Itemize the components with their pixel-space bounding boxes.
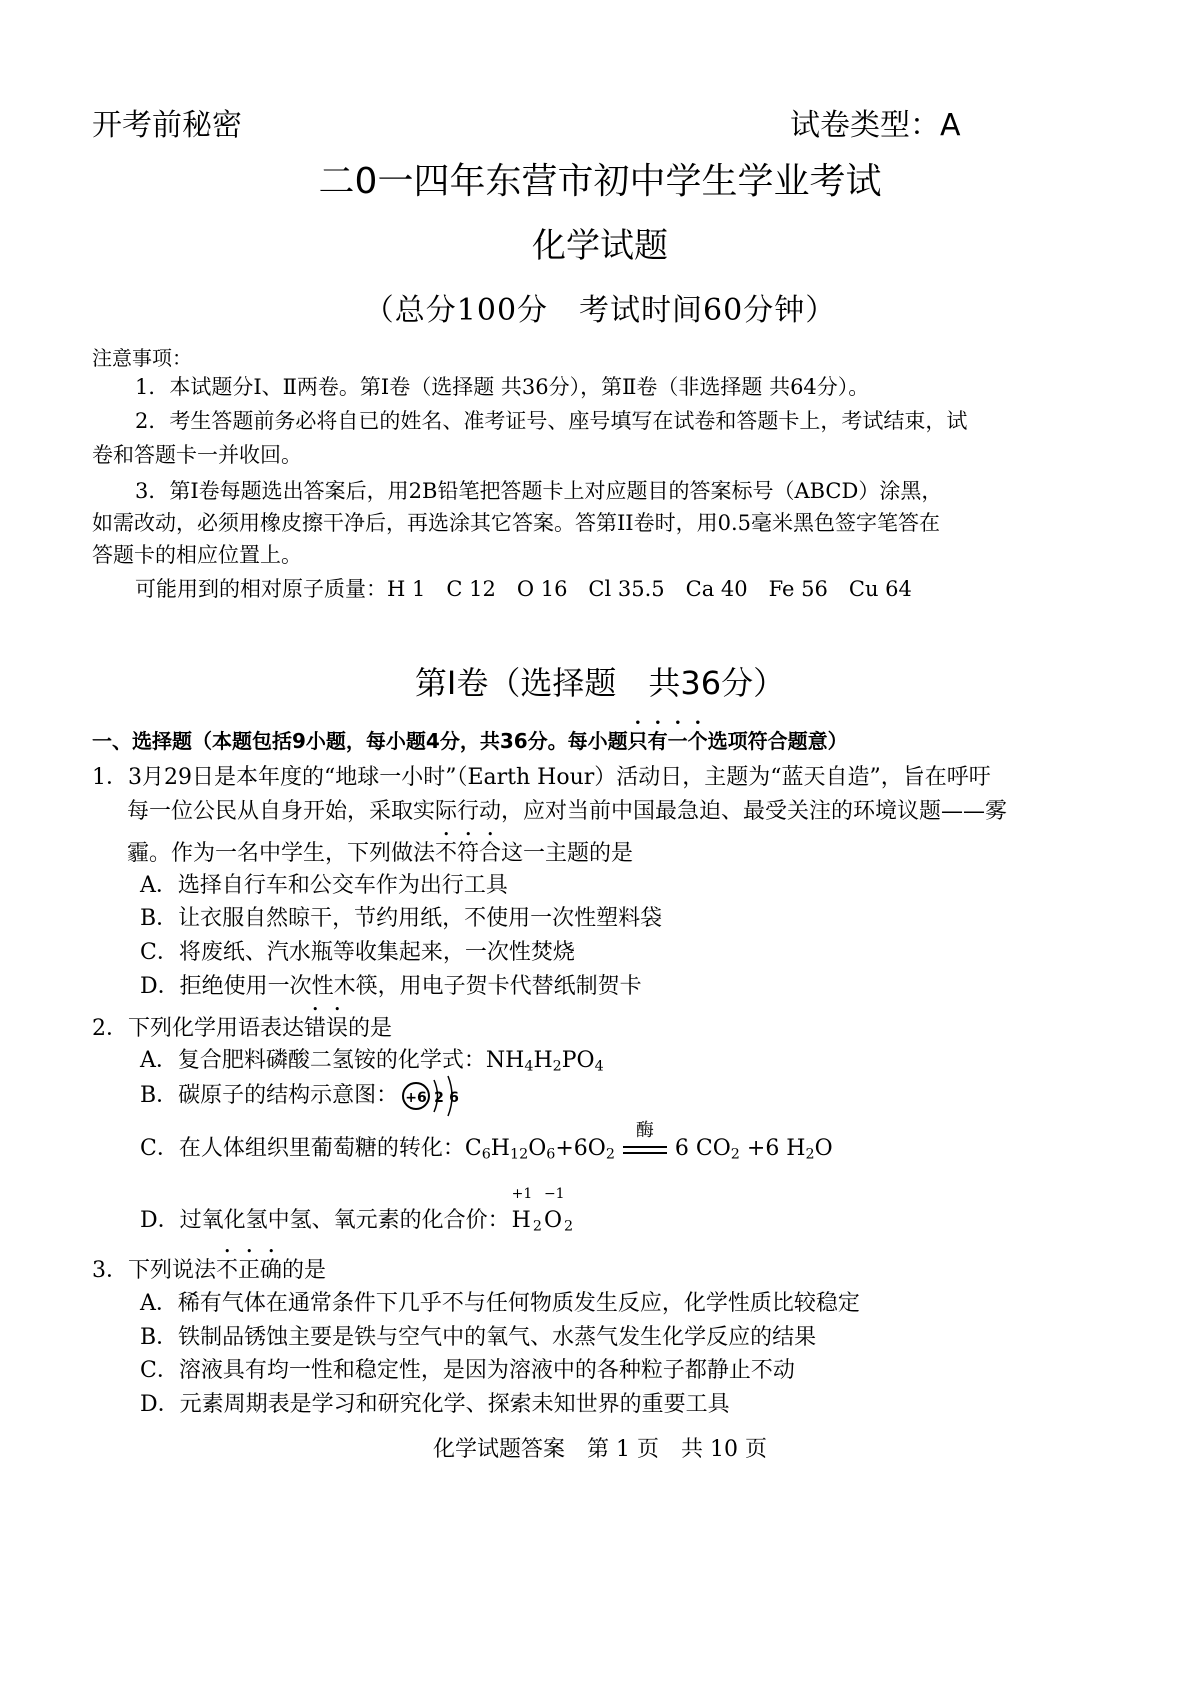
note-2-line-2: 卷和答题卡一并收回。 <box>92 443 302 467</box>
q2-option-d: D．过氧化氢中氢、氧元素的化合价： +1 H $_2$ −1 O $_2$ <box>140 1186 574 1235</box>
reaction-equals-sign <box>621 1120 669 1164</box>
shell-2-electrons: 6 <box>449 1090 459 1106</box>
note-3-line-3: 答题卡的相应位置上。 <box>92 543 302 567</box>
shell-1-electrons: 2 <box>434 1090 444 1106</box>
q2-stem: 2．下列化学用语表达错误的是 <box>92 1016 393 1041</box>
q1-stem-line-3: 霾。作为一名中学生，下列做法不符合这一主题的是 <box>127 841 634 866</box>
note-3-line-2: 如需改动，必须用橡皮擦干净后，再选涂其它答案。答第II卷时，用0.5毫米黑色签字笔答在 <box>92 511 940 535</box>
exam-title: 二0一四年东营市初中学生学业考试 <box>318 161 882 202</box>
nucleus-charge: +6 <box>405 1090 427 1106</box>
note-1: 1．本试题分Ⅰ、Ⅱ两卷。第I卷（选择题 共36分），第Ⅱ卷（非选择题 共64分）。 <box>135 375 870 399</box>
carbon-atom-diagram <box>398 1072 470 1118</box>
section-instructions: 一、选择题（本题包括9小题，每小题4分，共36分。每小题只有一个选项符合题意） <box>92 729 848 753</box>
q3-option-a: A．稀有气体在通常条件下几乎不与任何物质发生反应，化学性质比较稳定 <box>140 1291 860 1316</box>
q3-option-c: C．溶液具有均一性和稳定性，是因为溶液中的各种粒子都静止不动 <box>140 1358 795 1383</box>
exam-info: （总分100分 考试时间60分钟） <box>363 293 837 328</box>
q2-option-b: B．碳原子的结构示意图： <box>140 1083 399 1108</box>
q1-option-b: B．让衣服自然晾干，节约用纸，不使用一次性塑料袋 <box>140 906 663 931</box>
subject-title: 化学试题 <box>532 226 668 266</box>
notes-heading: 注意事项： <box>92 346 192 370</box>
q1-option-c: C．将废纸、汽水瓶等收集起来，一次性焚烧 <box>140 940 575 965</box>
q1-stem-line-2: 每一位公民从自身开始，采取实际行动，应对当前中国最急迫、最受关注的环境议题——雾 <box>127 799 1008 824</box>
q2-option-a: A．复合肥料磷酸二氢铵的化学式：$NH_4H_2PO_4$ <box>140 1048 604 1075</box>
q3-stem: 3．下列说法不正确的是 <box>92 1258 327 1283</box>
emphasis-incorrect: 不正确 <box>216 1258 283 1283</box>
atomic-masses: 可能用到的相对原子质量：H 1 C 12 O 16 Cl 35.5 Ca 40 Fe 56 Cu 64 <box>135 577 912 601</box>
q3-option-b: B．铁制品锈蚀主要是铁与空气中的氧气、水蒸气发生化学反应的结果 <box>140 1325 817 1350</box>
glucose-reactants: $C_6H_{12}O_6+6O_2$ <box>464 1136 615 1163</box>
hydrogen-valence: +1 H <box>511 1186 533 1233</box>
q1-stem-line-1: 1．3月29日是本年度的“地球一小时”（Earth Hour）活动日，主题为“蓝天自造”，旨在呼吁 <box>92 765 991 790</box>
oxygen-valence: −1 O <box>543 1186 565 1233</box>
emphasis-error: 错误 <box>304 1016 349 1041</box>
paper-type-label: 试卷类型：A <box>790 108 961 143</box>
emphasis-not-conform: 不符合 <box>435 841 502 866</box>
q3-option-d: D．元素周期表是学习和研究化学、探索未知世界的重要工具 <box>140 1392 730 1417</box>
section-title: 第I卷（选择题 共36分） <box>414 664 786 702</box>
enzyme-condition: 酶 <box>635 1120 654 1141</box>
emphasis-only-one: 只有一个 <box>627 729 708 753</box>
q1-option-d: D．拒绝使用一次性木筷，用电子贺卡代替纸制贺卡 <box>140 974 642 999</box>
note-2-line-1: 2．考生答题前务必将自已的姓名、准考证号、座号填写在试卷和答题卡上，考试结束，试 <box>135 409 968 433</box>
secret-label: 开考前秘密 <box>92 108 242 143</box>
ammonium-phosphate-formula: $NH_4H_2PO_4$ <box>485 1048 604 1075</box>
q1-option-a: A．选择自行车和公交车作为出行工具 <box>140 873 508 898</box>
note-3-line-1: 3．第I卷每题选出答案后，用2B铅笔把答题卡上对应题目的答案标号（ABCD）涂黑， <box>135 479 943 503</box>
page-footer: 化学试题答案 第 1 页 共 10 页 <box>433 1437 767 1462</box>
q2-option-c: C．在人体组织里葡萄糖的转化：$C_6H_{12}O_6+6O_2$ 酶 6 $CO_2 +6$ $H_2O$ <box>140 1131 833 1164</box>
